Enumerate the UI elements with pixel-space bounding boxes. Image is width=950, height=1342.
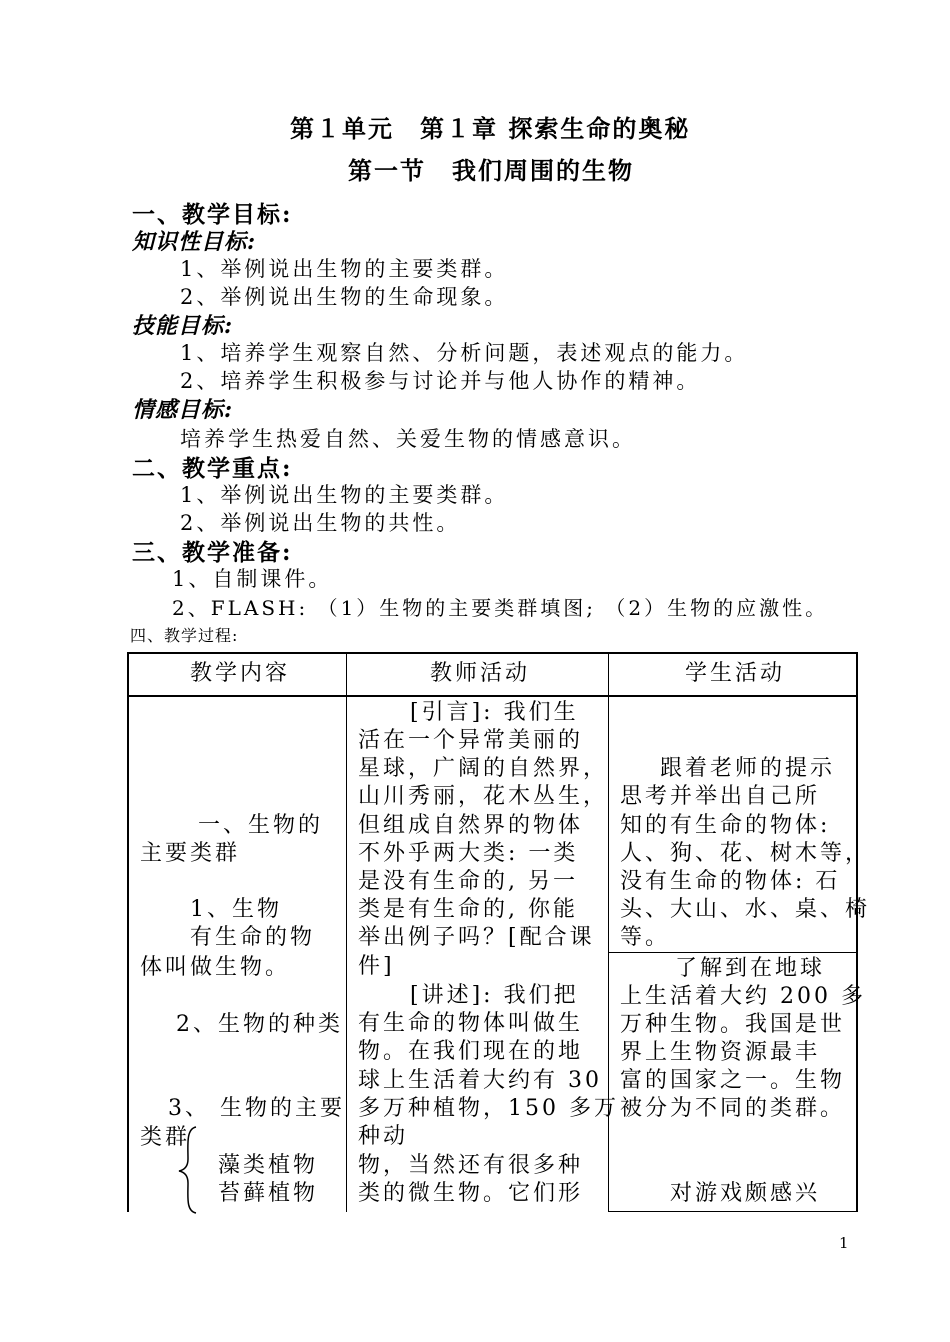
- teacher-line: 活在一个异常美丽的: [358, 728, 584, 753]
- student-line: 对游戏颇感兴: [670, 1181, 821, 1206]
- teacher-line: 种动: [358, 1124, 409, 1149]
- content-line: 藻类植物: [218, 1153, 319, 1178]
- preparation-heading: 三、教学准备:: [132, 539, 293, 566]
- teacher-line: 物，当然还有很多种: [358, 1153, 584, 1178]
- teacher-line: 举出例子吗？[配合课: [358, 925, 595, 950]
- table-col-divider-1: [346, 652, 347, 1212]
- table-border-left: [127, 652, 129, 1212]
- teacher-line: 类的微生物。它们形: [358, 1181, 584, 1206]
- table-header-student: 学生活动: [685, 661, 786, 686]
- teacher-line: 球上生活着大约有 30: [358, 1068, 602, 1093]
- teacher-line: 是没有生命的, 另一: [358, 869, 578, 894]
- page-subtitle: 第一节 我们周围的生物: [348, 156, 634, 185]
- key-points-heading: 二、教学重点:: [132, 455, 293, 482]
- student-line: 被分为不同的类群。: [620, 1096, 846, 1121]
- emotion-item-1: 培养学生热爱自然、关爱生物的情感意识。: [180, 427, 636, 451]
- student-line: 跟着老师的提示: [660, 756, 836, 781]
- content-line: 苔藓植物: [218, 1181, 319, 1206]
- table-border-top: [127, 652, 858, 654]
- content-line: 类群: [140, 1125, 191, 1150]
- content-line: 1、生物: [190, 897, 282, 922]
- content-line: 3、 生物的主要: [168, 1096, 345, 1121]
- key-item-1: 1、举例说出生物的主要类群。: [180, 483, 509, 507]
- knowledge-item-1: 1、举例说出生物的主要类群。: [180, 257, 509, 281]
- prep-item-2: 2、FLASH: （1）生物的主要类群填图; （2）生物的应激性。: [172, 596, 829, 620]
- table-header-divider: [127, 695, 858, 697]
- brace-icon: [176, 1125, 200, 1215]
- student-line: 上生活着大约 200 多: [620, 984, 866, 1009]
- student-line: 思考并举出自己所: [620, 784, 821, 809]
- teacher-line: 但组成自然界的物体: [358, 813, 584, 838]
- teacher-line: [引言]: 我们生: [410, 700, 579, 725]
- key-item-2: 2、举例说出生物的共性。: [180, 511, 461, 535]
- teacher-line: 星球，广阔的自然界，: [358, 756, 609, 781]
- student-line: 富的国家之一。生物: [620, 1068, 846, 1093]
- page-number: 1: [839, 1234, 849, 1252]
- emotion-heading: 情感目标:: [132, 397, 234, 423]
- teacher-line: 多万种植物，150 多万: [358, 1096, 619, 1121]
- content-line: 一、生物的: [198, 813, 324, 838]
- skill-heading: 技能目标:: [132, 313, 234, 339]
- table-col-divider-2: [608, 652, 609, 1212]
- student-line: 知的有生命的物体:: [620, 813, 831, 838]
- skill-item-1: 1、培养学生观察自然、分析问题，表述观点的能力。: [180, 341, 749, 365]
- content-line: 主要类群: [140, 841, 241, 866]
- teacher-line: 有生命的物体叫做生: [358, 1011, 584, 1036]
- student-cell-divider-2: [608, 1211, 858, 1212]
- content-line: 体叫做生物。: [140, 955, 291, 980]
- knowledge-item-2: 2、举例说出生物的生命现象。: [180, 285, 509, 309]
- page-title: 第１单元 第１章 探索生命的奥秘: [290, 114, 691, 143]
- knowledge-heading: 知识性目标:: [132, 229, 257, 255]
- teacher-line: 件]: [358, 954, 395, 979]
- table-border-right: [856, 652, 858, 1212]
- student-line: 万种生物。我国是世: [620, 1012, 846, 1037]
- student-line: 没有生命的物体: 石: [620, 869, 841, 894]
- student-line: 等。: [620, 925, 671, 950]
- student-line: 头、大山、水、桌、椅: [620, 897, 871, 922]
- teacher-line: 类是有生命的, 你能: [358, 897, 578, 922]
- teacher-line: 不外乎两大类: 一类: [358, 841, 579, 866]
- teacher-line: [讲述]: 我们把: [410, 983, 579, 1008]
- content-line: 有生命的物: [190, 925, 316, 950]
- prep-item-1: 1、自制课件。: [172, 567, 333, 591]
- content-line: 2、生物的种类: [176, 1012, 343, 1037]
- process-heading: 四、教学过程:: [130, 626, 239, 645]
- student-cell-divider-1: [608, 952, 858, 953]
- teacher-line: 山川秀丽，花木丛生，: [358, 784, 609, 809]
- student-line: 界上生物资源最丰: [620, 1040, 821, 1065]
- skill-item-2: 2、培养学生积极参与讨论并与他人协作的精神。: [180, 369, 701, 393]
- student-line: 了解到在地球: [675, 956, 826, 981]
- goals-heading: 一、教学目标:: [132, 201, 293, 228]
- table-header-teacher: 教师活动: [430, 661, 531, 686]
- table-header-content: 教学内容: [190, 661, 291, 686]
- student-line: 人、狗、花、树木等，: [620, 841, 871, 866]
- teacher-line: 物。在我们现在的地: [358, 1039, 584, 1064]
